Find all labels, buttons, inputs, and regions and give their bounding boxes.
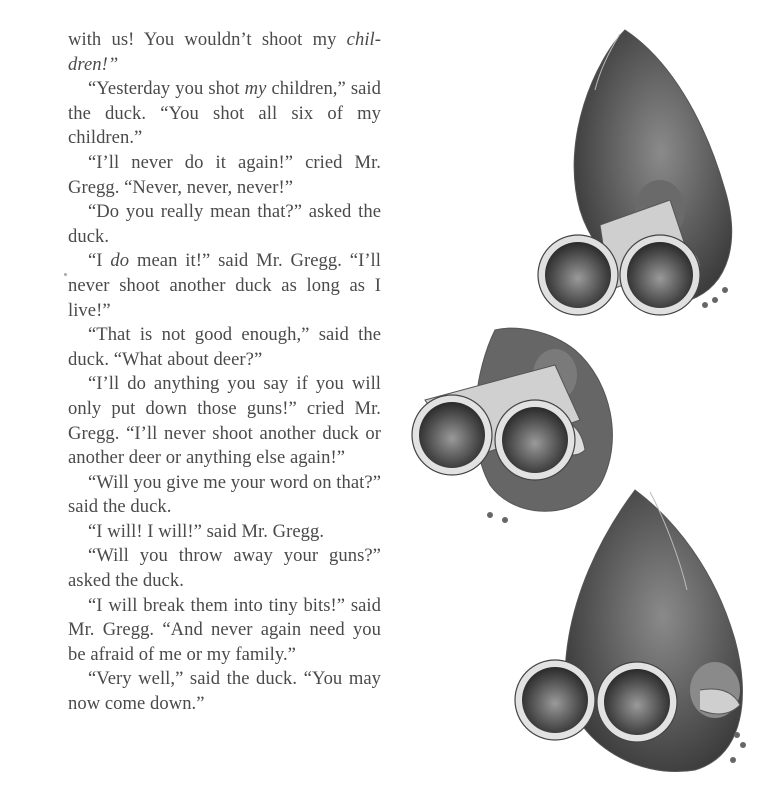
text-run: “Do you really mean that?” asked the duck. [68, 201, 381, 247]
duck-shotgun-illustration-top [500, 20, 750, 340]
text-run: “Will you give me your word on that?” said the duck. [68, 471, 381, 518]
text-column [68, 28, 381, 717]
paragraph [68, 520, 381, 545]
text-run: “Yesterday you shot [88, 78, 245, 100]
paragraph [68, 151, 381, 200]
paragraph [68, 372, 381, 470]
paragraph [68, 200, 381, 249]
emphasized-text: my [244, 78, 267, 100]
paragraph [68, 77, 381, 151]
paragraph [68, 594, 381, 668]
paragraph [68, 471, 381, 520]
text-run: “Very well,” said the duck. “You may now come down.” [68, 668, 381, 715]
text-run: “Will you throw away your guns?” asked the duck. [68, 545, 381, 592]
text-run: “I will! I will!” said Mr. Gregg. [88, 520, 325, 542]
emphasized-text: chil-dren!” [68, 29, 381, 75]
text-run: mean it!” said Mr. Gregg. “I’ll never shoot another duck as long as I live!” [68, 250, 381, 321]
text-run: “I will break them into tiny bits!” said Mr. Gregg. “And never again need you be afraid of me or my family.” [68, 594, 381, 665]
text-run: “I’ll do anything you say if you will only put down those guns!” cried Mr. Gregg. “I’ll never shoot another duck or another deer or anything else again!” [68, 373, 381, 469]
scan-speck [64, 273, 67, 276]
paragraph [68, 667, 381, 716]
text-run: with us! You wouldn’t shoot my [68, 29, 347, 50]
text-run: “I [88, 250, 111, 272]
text-run: children,” said the duck. “You shot all six of my children.” [68, 78, 381, 149]
paragraph [68, 544, 381, 593]
text-run: “I’ll never do it again!” cried Mr. Gregg. “Never, never, never!” [68, 151, 381, 198]
paragraph [68, 323, 381, 372]
duck-shotgun-illustration-bottom [505, 480, 755, 785]
text-run: “That is not good enough,” said the duck. “What about deer?” [68, 324, 381, 370]
paragraph [68, 249, 381, 323]
paragraph [68, 28, 381, 77]
emphasized-text: do [110, 250, 130, 272]
